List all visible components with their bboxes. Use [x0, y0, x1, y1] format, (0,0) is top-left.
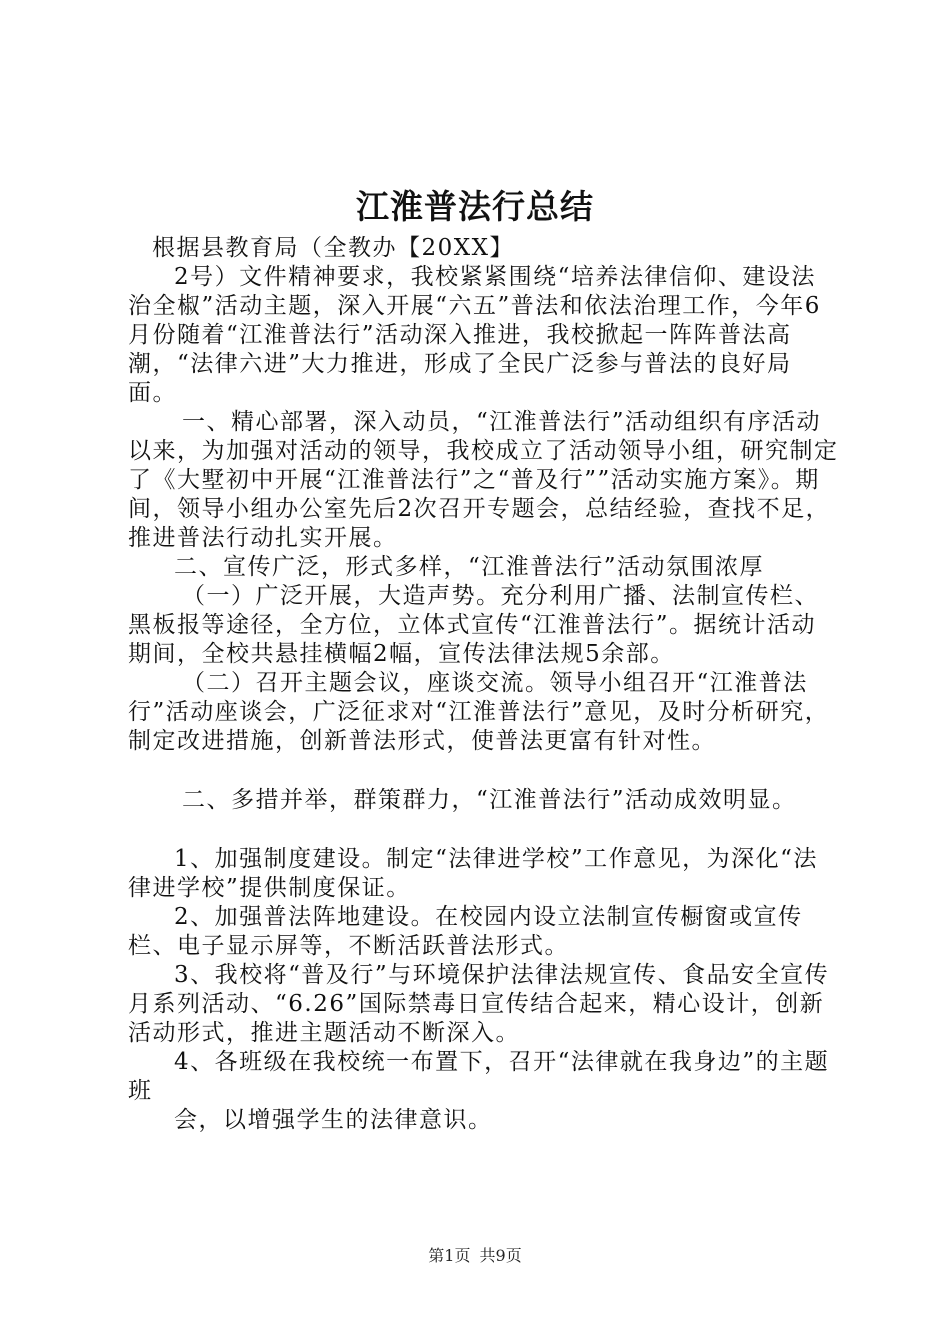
page-number: 第1页	[428, 1246, 471, 1265]
paragraph-item-1: 1、加强制度建设。制定“法律进学校”工作意见，为深化“法律进学校”提供制度保证。	[128, 846, 818, 901]
page-total: 共9页	[479, 1246, 522, 1265]
paragraph-section-1: 一、精心部署，深入动员，“江淮普法行”活动组织有序活动以来，为加强对活动的领导，我校成立了活动领导小组，研究制定了《大墅初中开展“江淮普法行”之“普及行””活动实施方案》。期间，领导小组办公室先后2次召开专题会，总结经验，查找不足，推进普法行动扎实开展。	[128, 409, 839, 551]
paragraph-section-2-item-2: （二）召开主题会议，座谈交流。领导小组召开“江淮普法行”活动座谈会，广泛征求对“江淮普法行”意见，及时分析研究，制定改进措施，创新普法形式，使普法更富有针对性。	[128, 670, 830, 754]
spacer	[128, 756, 840, 786]
paragraph-intro-cont: 2号）文件精神要求，我校紧紧围绕“培养法律信仰、建设法治全椒”活动主题，深入开展“六五”普法和依法治理工作，今年6月份随着“江淮普法行”活动深入推进，我校掀起一阵阵普法高潮，“法律六进”大力推进，形成了全民广泛参与普法的良好局面。	[128, 264, 821, 406]
spacer	[128, 815, 840, 845]
document-body	[128, 234, 840, 1135]
paragraph-item-3: 3、我校将“普及行”与环境保护法律法规宣传、食品安全宣传月系列活动、“6.26”国际禁毒日宣传结合起来，精心设计，创新活动形式，推进主题活动不断深入。	[128, 962, 830, 1046]
paragraph-item-4-cont: 会，以增强学生的法律意识。	[174, 1107, 493, 1133]
paragraph-item-2: 2、加强普法阵地建设。在校园内设立法制宣传橱窗或宣传栏、电子显示屏等，不断活跃普法形式。	[128, 904, 803, 959]
paragraph-section-3-heading: 二、多措并举，群策群力，“江淮普法行”活动成效明显。	[182, 787, 797, 813]
paragraph-intro: 根据县教育局（全教办【20XX】	[152, 235, 515, 261]
paragraph-section-2-item-1: （一）广泛开展，大造声势。充分利用广播、法制宣传栏、黑板报等途径，全方位，立体式宣传“江淮普法行”。据统计活动期间，全校共悬挂横幅2幅，宣传法律法规5余部。	[128, 583, 819, 667]
page-footer	[0, 1243, 950, 1266]
document-title: 江淮普法行总结	[356, 187, 594, 226]
paragraph-section-2-heading: 二、宣传广泛，形式多样，“江淮普法行”活动氛围浓厚	[174, 554, 765, 580]
paragraph-item-4: 4、各班级在我校统一布置下，召开“法律就在我身边”的主题班	[128, 1049, 830, 1104]
